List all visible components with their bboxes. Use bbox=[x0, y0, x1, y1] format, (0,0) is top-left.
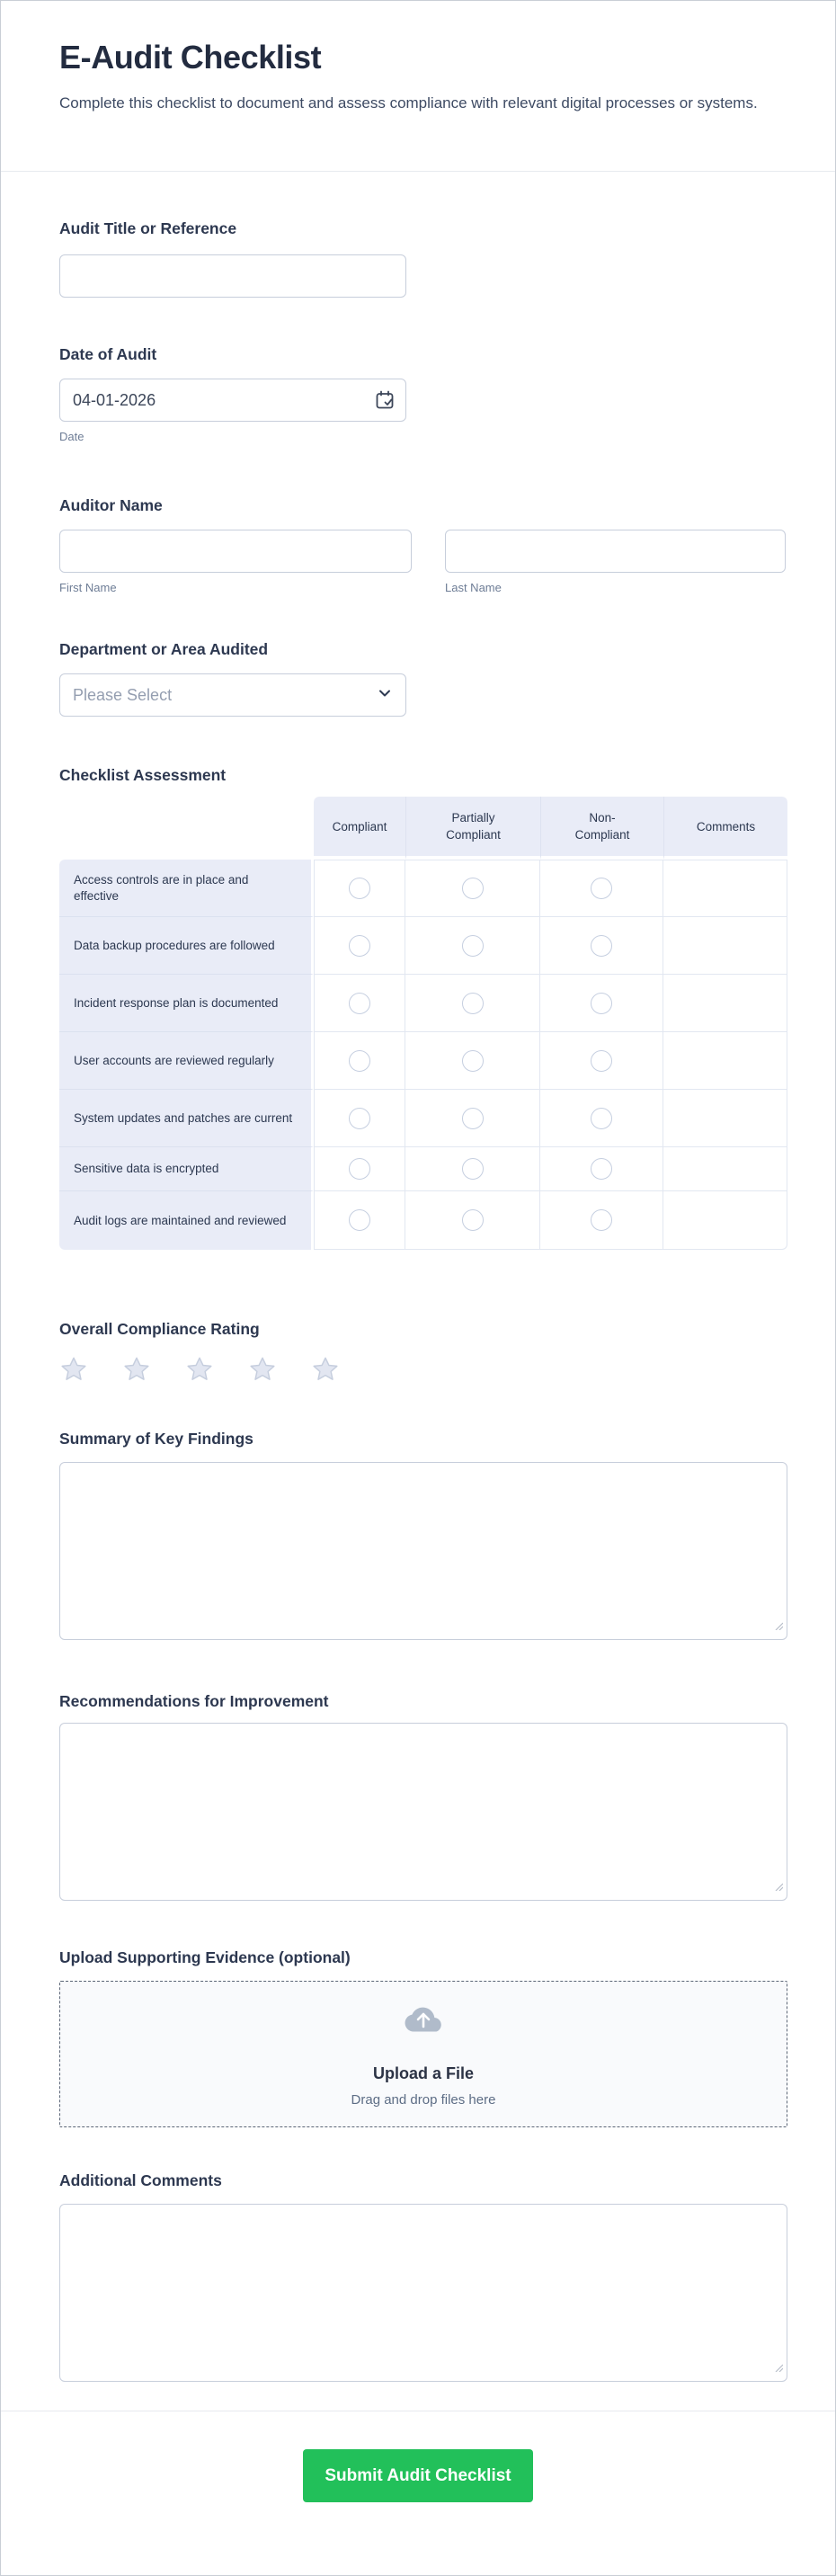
summary-label: Summary of Key Findings bbox=[59, 1430, 253, 1448]
rating-label: Overall Compliance Rating bbox=[59, 1320, 260, 1338]
auditor-name-label: Auditor Name bbox=[59, 496, 163, 514]
form-footer bbox=[1, 2411, 835, 2545]
audit-title-label: Audit Title or Reference bbox=[59, 219, 237, 237]
matrix-row-label-3: Incident response plan is documented bbox=[59, 975, 314, 1032]
submit-button[interactable]: Submit Audit Checklist bbox=[303, 2449, 532, 2502]
radio-r6-compliant[interactable] bbox=[349, 1158, 370, 1180]
radio-r6-partially-compliant[interactable] bbox=[462, 1158, 484, 1180]
matrix-row-label-2: Data backup procedures are followed bbox=[59, 917, 314, 975]
radio-r3-partially-compliant[interactable] bbox=[462, 993, 484, 1014]
radio-r4-non-compliant[interactable] bbox=[591, 1050, 612, 1072]
form-subtitle: Complete this checklist to document and assess compliance with relevant digital processes or systems. bbox=[59, 94, 758, 111]
recommendations-textarea[interactable] bbox=[59, 1723, 787, 1901]
audit-title-input[interactable] bbox=[59, 254, 406, 298]
upload-label: Upload Supporting Evidence (optional) bbox=[59, 1948, 351, 1966]
field-summary bbox=[59, 1429, 786, 1640]
department-label: Department or Area Audited bbox=[59, 640, 269, 658]
matrix-table bbox=[59, 797, 787, 1250]
matrix-row-label-5: System updates and patches are current bbox=[59, 1090, 314, 1147]
star-icon bbox=[122, 1355, 151, 1384]
star-4[interactable] bbox=[248, 1355, 277, 1384]
field-auditor-name bbox=[59, 495, 786, 595]
first-name-sublabel: First Name bbox=[59, 581, 117, 594]
radio-r5-non-compliant[interactable] bbox=[591, 1108, 612, 1129]
first-name-input[interactable] bbox=[59, 530, 412, 573]
upload-cloud-icon bbox=[402, 2001, 445, 2038]
field-checklist-assessment bbox=[59, 765, 786, 1250]
audit-date-sublabel: Date bbox=[59, 430, 84, 443]
star-icon bbox=[248, 1355, 277, 1384]
matrix-row-label-7: Audit logs are maintained and reviewed bbox=[59, 1191, 314, 1250]
matrix-row-label-1: Access controls are in place and effective bbox=[59, 860, 314, 917]
matrix-header-non-compliant: Non-Compliant bbox=[540, 797, 663, 860]
star-icon bbox=[59, 1355, 88, 1384]
field-additional-comments bbox=[59, 2170, 786, 2382]
radio-r2-non-compliant[interactable] bbox=[591, 935, 612, 957]
header-divider bbox=[1, 171, 835, 172]
comments-label: Additional Comments bbox=[59, 2171, 222, 2189]
checklist-label: Checklist Assessment bbox=[59, 766, 227, 784]
star-1[interactable] bbox=[59, 1355, 88, 1384]
comment-input-r7[interactable] bbox=[663, 1191, 787, 1249]
calendar-icon[interactable] bbox=[374, 389, 396, 411]
comment-input-r4[interactable] bbox=[663, 1032, 787, 1089]
matrix-corner-cell bbox=[59, 797, 314, 860]
field-compliance-rating bbox=[59, 1319, 786, 1384]
matrix-row-label-4: User accounts are reviewed regularly bbox=[59, 1032, 314, 1090]
last-name-input[interactable] bbox=[445, 530, 786, 573]
radio-r7-compliant[interactable] bbox=[349, 1209, 370, 1231]
radio-r5-partially-compliant[interactable] bbox=[462, 1108, 484, 1129]
additional-comments-textarea[interactable] bbox=[59, 2204, 787, 2382]
comment-input-r3[interactable] bbox=[663, 975, 787, 1031]
last-name-sublabel: Last Name bbox=[445, 581, 502, 594]
field-recommendations bbox=[59, 1691, 786, 1901]
star-2[interactable] bbox=[122, 1355, 151, 1384]
comment-input-r5[interactable] bbox=[663, 1090, 787, 1146]
radio-r1-non-compliant[interactable] bbox=[591, 878, 612, 899]
field-audit-date bbox=[59, 344, 786, 444]
radio-r7-partially-compliant[interactable] bbox=[462, 1209, 484, 1231]
page-title: E-Audit Checklist bbox=[59, 39, 322, 76]
matrix-header-partially-compliant: Partially Compliant bbox=[405, 797, 540, 860]
radio-r3-compliant[interactable] bbox=[349, 993, 370, 1014]
comment-input-r1[interactable] bbox=[663, 860, 787, 916]
radio-r6-non-compliant[interactable] bbox=[591, 1158, 612, 1180]
radio-r4-partially-compliant[interactable] bbox=[462, 1050, 484, 1072]
field-department bbox=[59, 639, 786, 717]
star-icon bbox=[185, 1355, 214, 1384]
radio-r2-partially-compliant[interactable] bbox=[462, 935, 484, 957]
department-select[interactable] bbox=[59, 673, 406, 717]
audit-date-input[interactable] bbox=[59, 379, 406, 422]
field-upload-evidence bbox=[59, 1948, 786, 2127]
radio-r1-compliant[interactable] bbox=[349, 878, 370, 899]
form-header bbox=[1, 1, 835, 117]
radio-r4-compliant[interactable] bbox=[349, 1050, 370, 1072]
chevron-down-icon bbox=[377, 685, 393, 706]
department-placeholder: Please Select bbox=[73, 685, 173, 704]
star-3[interactable] bbox=[185, 1355, 214, 1384]
star-rating bbox=[59, 1355, 786, 1384]
radio-r7-non-compliant[interactable] bbox=[591, 1209, 612, 1231]
radio-r3-non-compliant[interactable] bbox=[591, 993, 612, 1014]
star-icon bbox=[311, 1355, 340, 1384]
audit-date-label: Date of Audit bbox=[59, 345, 157, 363]
field-audit-title bbox=[59, 218, 786, 298]
radio-r1-partially-compliant[interactable] bbox=[462, 878, 484, 899]
matrix-header-compliant: Compliant bbox=[314, 797, 405, 860]
comment-input-r2[interactable] bbox=[663, 917, 787, 974]
recommendations-label: Recommendations for Improvement bbox=[59, 1692, 329, 1710]
upload-title: Upload a File bbox=[372, 2064, 475, 2082]
upload-dropzone[interactable] bbox=[59, 1981, 787, 2127]
matrix-header-comments: Comments bbox=[663, 797, 787, 860]
star-5[interactable] bbox=[311, 1355, 340, 1384]
comment-input-r6[interactable] bbox=[663, 1147, 787, 1190]
summary-textarea[interactable] bbox=[59, 1462, 787, 1640]
upload-hint: Drag and drop files here bbox=[351, 2092, 496, 2108]
matrix-row-label-6: Sensitive data is encrypted bbox=[59, 1147, 314, 1191]
radio-r2-compliant[interactable] bbox=[349, 935, 370, 957]
radio-r5-compliant[interactable] bbox=[349, 1108, 370, 1129]
